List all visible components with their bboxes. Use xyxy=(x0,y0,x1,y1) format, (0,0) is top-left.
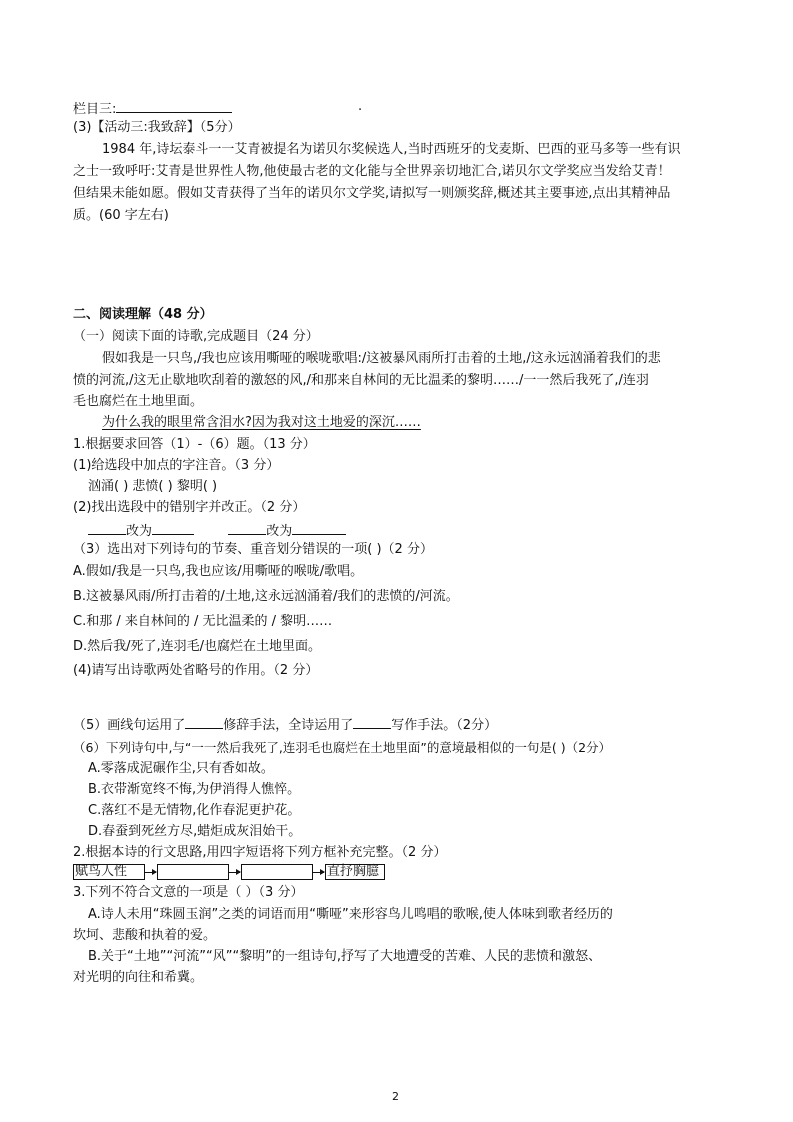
q1-s4: (4)请写出诗歌两处省略号的作用。（2 分） xyxy=(73,663,319,678)
technique-blank[interactable] xyxy=(353,714,391,729)
flow-box-last: 直抒胸臆 xyxy=(325,864,385,880)
poem-line: 毛也腐烂在土地里面。 xyxy=(73,394,204,409)
q1-s6: （6）下列诗句中,与“一一然后我死了,连羽毛也腐烂在土地里面”的意境最相似的一句是( )（2分） xyxy=(73,740,612,755)
q2-title: 2.根据本诗的行文思路,用四字短语将下列方框补充完整。（2 分） xyxy=(73,845,447,860)
q1-s5 xyxy=(73,714,497,735)
activity3-line: 但结果未能如愿。假如艾青获得了当年的诺贝尔文学奖,请拟写一则颁奖辞,概述其主要事迹,点出其精神品 xyxy=(73,186,671,201)
q1-s5-part-b: 修辞手法，全诗运用了 xyxy=(223,718,354,733)
page-number: 2 xyxy=(392,1090,399,1103)
activity3-line: 质。(60 字左右) xyxy=(73,208,169,223)
poem-line: 假如我是一只鸟,/我也应该用嘶哑的喉咙歌唱:/这被暴风雨所打击着的土地,/这永远汹涌着我们的悲 xyxy=(102,351,661,366)
rhetoric-blank[interactable] xyxy=(185,714,223,729)
activity3-line: 1984 年,诗坛泰斗一一艾青被提名为诺贝尔奖候选人,当时西班牙的戈麦斯、巴西的亚马多等一些有识 xyxy=(102,142,681,157)
flow-box-first: 赋鸟人性 xyxy=(73,864,145,880)
q1-s6-option: C.落红不是无情物,化作春泥更护花。 xyxy=(88,803,301,818)
flow-box-blank-1[interactable] xyxy=(157,864,229,880)
change-to-label: 改为 xyxy=(126,524,153,539)
flow-box-blank-2[interactable] xyxy=(241,864,313,880)
q1-s3-option: D.然后我/死了,连羽毛/也腐烂在土地里面。 xyxy=(73,639,322,654)
wrong-char-blank[interactable] xyxy=(228,520,266,535)
q1-s3-option: A.假如/我是一只鸟,我也应该/用嘶哑的喉咙/歌唱。 xyxy=(73,564,364,579)
q1-title: 1.根据要求回答（1）-（6）题。（13 分） xyxy=(73,437,316,452)
q1-s6-option: B.衣带渐宽终不悔,为伊消得人憔悴。 xyxy=(88,782,301,797)
column3-answer-blank[interactable] xyxy=(116,98,232,113)
q1-s3-option: B.这被暴风雨/所打击着的/土地,这永远汹涌着/我们的悲愤的/河流。 xyxy=(73,589,459,604)
part1-instruction: （一）阅读下面的诗歌,完成题目（24 分） xyxy=(73,329,319,344)
q3-option-b-line: 对光明的向往和希冀。 xyxy=(73,970,204,985)
q1-s2: (2)找出选段中的错别字并改正。（2 分） xyxy=(73,500,306,515)
activity3-line: 之士一致呼吁:艾青是世界性人物,他使最古老的文化能与全世界亲切地汇合,诺贝尔文学奖应当发给艾青！ xyxy=(73,164,671,179)
q3-option-b-line: B.关于“土地”“河流”“风”“黎明”的一组诗句,抒写了大地遭受的苦难、人民的悲愤和激怒、 xyxy=(88,949,602,964)
q3-option-a-line: A.诗人未用“珠圆玉润”之类的词语而用“嘶哑”来形容鸟儿鸣唱的歌喉,使人体味到歌者经历的 xyxy=(88,907,613,922)
flow-arrow xyxy=(145,872,156,873)
correct-char-blank[interactable] xyxy=(292,520,346,535)
q1-s1: (1)给选段中加点的字注音。（3 分） xyxy=(73,458,280,473)
column3-label: 栏目三: xyxy=(73,102,117,117)
wrong-char-blank[interactable] xyxy=(88,520,126,535)
change-to-label: 改为 xyxy=(266,524,293,539)
q3-option-a-line: 坎坷、悲酸和执着的爱。 xyxy=(73,928,217,943)
q1-s1-items: 汹涌( ) 悲愤( ) 黎明( ) xyxy=(88,479,218,494)
column3-dot: . xyxy=(358,99,363,114)
flow-arrow xyxy=(313,872,324,873)
correct-char-blank[interactable] xyxy=(152,520,194,535)
q1-s2-items xyxy=(88,520,346,541)
poem-underlined-line: 为什么我的眼里常含泪水?因为我对这土地爱的深沉…… xyxy=(102,415,421,430)
flow-arrow xyxy=(229,872,240,873)
q1-s6-option: D.春蚕到死丝方尽,蜡炬成灰泪始干。 xyxy=(88,824,302,839)
poem-line: 愤的河流,/这无止歇地吹刮着的激怒的风,/和那来自林间的无比温柔的黎明……/一一然后我死了,/连羽 xyxy=(73,373,649,388)
q1-s3-option: C.和那 / 来自林间的 / 无比温柔的 / 黎明…… xyxy=(73,614,333,629)
q1-s6-option: A.零落成泥碾作尘,只有香如故。 xyxy=(88,761,274,776)
column3-label-line xyxy=(73,98,232,119)
q3-title: 3.下列不符合文意的一项是（ ）（3 分） xyxy=(73,885,304,900)
activity3-title: (3)【活动三:我致辞】（5分） xyxy=(73,120,241,135)
q1-s5-part-c: 写作手法。（2分） xyxy=(391,718,498,733)
section2-title: 二、阅读理解（48 分） xyxy=(73,307,213,322)
q1-s5-part-a: （5）画线句运用了 xyxy=(73,718,186,733)
q1-s3: （3）选出对下列诗句的节奏、重音划分错误的一项( )（2 分） xyxy=(73,542,433,557)
